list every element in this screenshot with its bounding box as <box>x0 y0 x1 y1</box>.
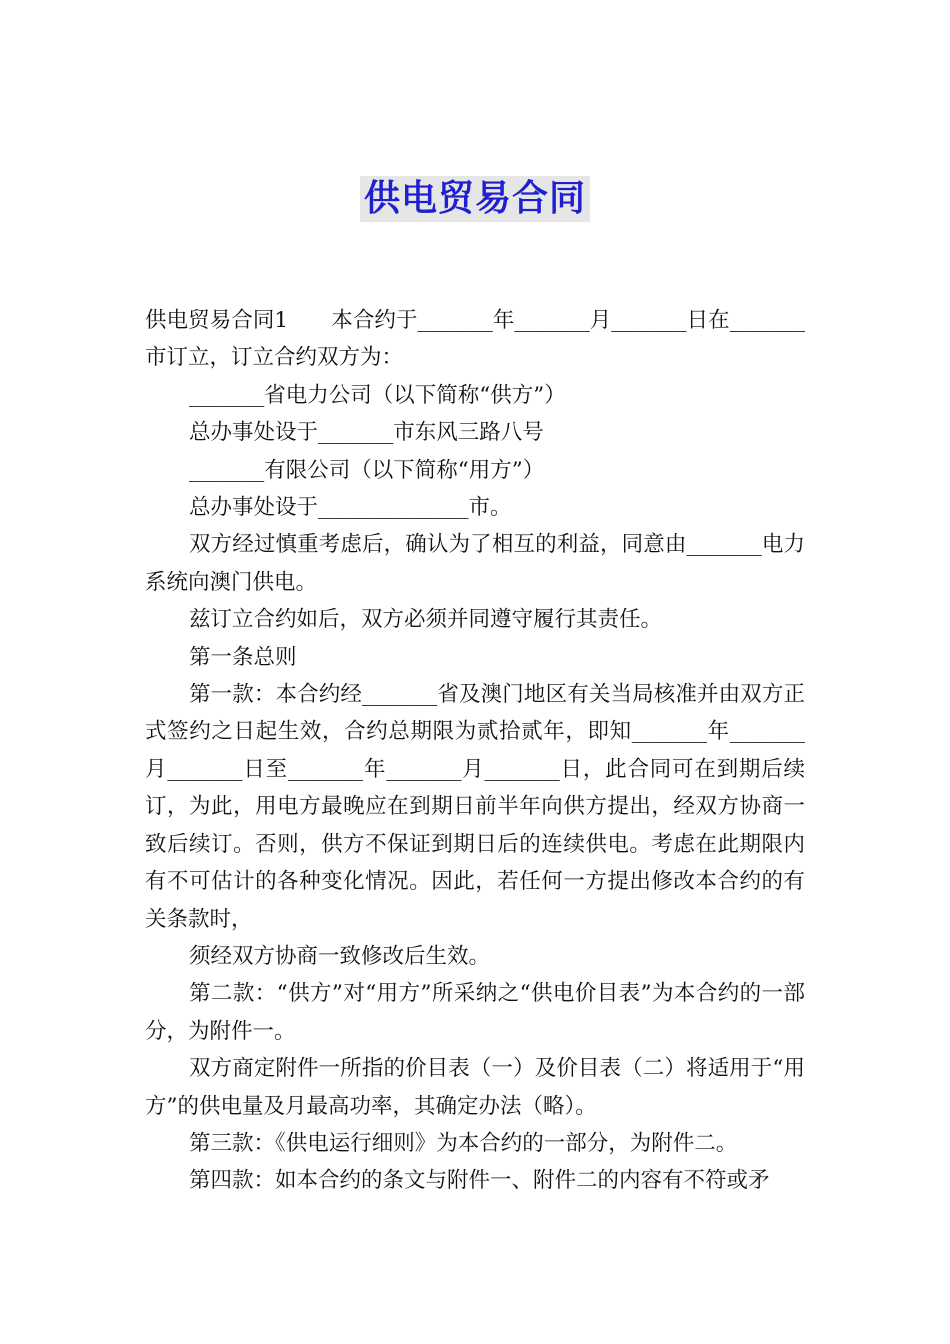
paragraph-supplier-office: 总办事处设于_______市东风三路八号 <box>189 420 544 446</box>
document-body <box>145 302 805 1200</box>
paragraph-supplier: _______省电力公司（以下简称“供方”） <box>189 382 566 408</box>
document-title: 供电贸易合同 <box>360 176 590 222</box>
clause-one-continued: 须经双方协商一致修改后生效。 <box>189 943 491 969</box>
clause-four: 第四款：如本合约的条文与附件一、附件二的内容有不符或矛 <box>189 1168 770 1194</box>
title-container <box>0 176 950 222</box>
clause-one: 第一款：本合约经_______省及澳门地区有关当局核准并由双方正式签约之日起生效，合约总期限为贰拾贰年，即知_______年_______月_______日至_______年_______月_______日，此合同可在到期后续订，为此，用电方最晚应在到期日前半年向供方提出，经双方协商一致后续订。否则，供方不保证到期日后的连续供电。考虑在此期限内有不可估计的各种变化情况。因此，若任何一方提出修改本合约的有关条款时， <box>145 682 805 932</box>
paragraph-intro: 供电贸易合同1 本合约于_______年_______月_______日在_______市订立，订立合约双方为： <box>145 308 805 371</box>
article-heading: 第一条总则 <box>189 644 297 670</box>
paragraph-user-office: 总办事处设于______________市。 <box>189 495 512 521</box>
paragraph-user: _______有限公司（以下简称“用方”） <box>189 457 545 483</box>
paragraph-agreement: 双方经过慎重考虑后，确认为了相互的利益，同意由_______电力系统向澳门供电。 <box>145 532 805 595</box>
clause-two: 第二款：“供方”对“用方”所采纳之“供电价目表”为本合约的一部分，为附件一。 <box>145 981 805 1044</box>
clause-three: 第三款：《供电运行细则》为本合约的一部分，为附件二。 <box>189 1130 738 1156</box>
clause-two-details: 双方商定附件一所指的价目表（一）及价目表（二）将适用于“用方”的供电量及月最高功率，其确定办法（略）。 <box>145 1056 805 1119</box>
paragraph-obligation: 兹订立合约如后，双方必须并同遵守履行其责任。 <box>189 607 663 633</box>
